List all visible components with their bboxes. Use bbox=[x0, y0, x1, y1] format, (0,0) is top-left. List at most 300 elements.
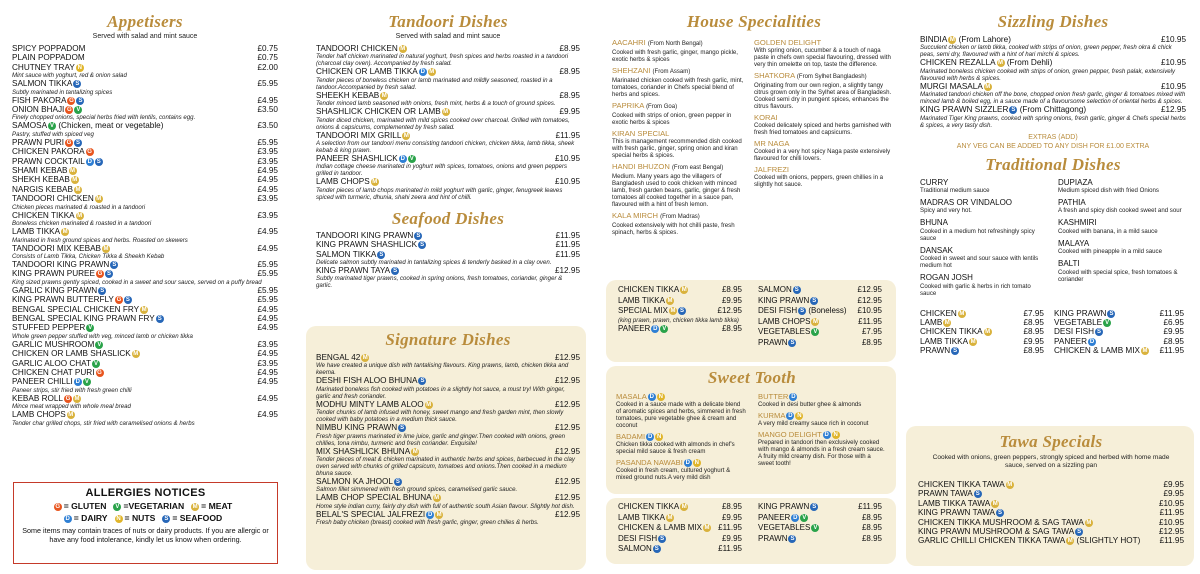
item-name: CHICKEN TIKKA bbox=[12, 210, 75, 220]
item-name: KING PRAWN bbox=[1054, 308, 1107, 318]
nuts-badge-icon: N bbox=[116, 516, 121, 522]
speciality-item bbox=[754, 139, 894, 162]
sweet-column bbox=[616, 368, 888, 484]
tandoori-subtitle: Served with salad and mint sauce bbox=[395, 33, 501, 40]
menu-item bbox=[758, 285, 882, 296]
traditional-prices-left bbox=[920, 309, 1044, 356]
meat-badge-icon: M bbox=[429, 69, 435, 76]
seafood-badge-icon: S bbox=[1109, 310, 1114, 317]
tawa-subtitle: Cooked with onions, green peppers, strongly spiced and herbed with home made sauce, served on a sizzling pan bbox=[932, 454, 1170, 469]
speciality-item bbox=[1058, 239, 1182, 255]
item-price: £3.50 bbox=[257, 105, 278, 115]
item-name: CHICKEN TIKKA TAWA bbox=[918, 480, 1005, 489]
item-price: £4.95 bbox=[257, 227, 278, 237]
menu-item bbox=[758, 296, 882, 307]
item-note: (From Lahore) bbox=[958, 35, 1011, 44]
item-price: £8.95 bbox=[1023, 346, 1044, 356]
meat-badge-icon: M bbox=[667, 297, 673, 304]
seafood-badge-icon: S bbox=[654, 546, 659, 553]
speciality-item bbox=[612, 66, 744, 98]
speciality-item bbox=[1058, 218, 1182, 234]
item-name: LAMB CHOPS bbox=[12, 410, 66, 420]
menu-item bbox=[12, 175, 278, 184]
item-name: MANGO DELIGHT bbox=[758, 430, 822, 439]
appetisers-list bbox=[12, 44, 278, 427]
item-price: £4.95 bbox=[257, 393, 278, 403]
menu-item bbox=[12, 340, 278, 349]
allergies-notice bbox=[13, 482, 278, 564]
meat-badge-icon: M bbox=[1067, 538, 1073, 545]
item-name: SAMOSA bbox=[12, 121, 48, 131]
menu-item bbox=[12, 269, 278, 278]
item-name: PRAWN bbox=[758, 533, 788, 543]
item-description: Marinated in fresh ground spices and herbs. Roasted on skewers bbox=[12, 236, 188, 244]
menu-item bbox=[920, 346, 1044, 355]
item-name: NIMBU KING PRAWN bbox=[316, 423, 398, 433]
menu-item bbox=[12, 260, 278, 269]
nuts-badge-icon: N bbox=[694, 460, 699, 466]
house-title: House Specialities bbox=[686, 12, 822, 31]
item-description: Marinated boneless chicken cooked with strips of onion, green pepper, fresh palak, extensively flavoured with herbs & spices. bbox=[920, 67, 1176, 82]
sweet-prices-right bbox=[758, 502, 882, 555]
sizzling-list bbox=[920, 35, 1186, 129]
item-description: Prepared in tandoori then exclusively cooked with mango & almonds in a fresh cream sauce. A fruity mild creamy dish. For those with a sweet tooth! bbox=[758, 439, 885, 467]
seafood-badge-icon: S bbox=[998, 510, 1003, 517]
meat-badge-icon: M bbox=[681, 504, 687, 510]
item-name: TANDOORI KING PRAWN bbox=[12, 259, 110, 269]
appetisers-subtitle: Served with salad and mint sauce bbox=[92, 33, 198, 40]
item-price: £9.95 bbox=[721, 512, 742, 522]
item-price: £4.95 bbox=[257, 304, 278, 314]
menu-item bbox=[316, 423, 580, 432]
item-name: LAMB TIKKA bbox=[618, 512, 665, 522]
meat-badge-icon: M bbox=[992, 500, 998, 507]
item-name: GARLIC ALOO CHAT bbox=[12, 358, 92, 368]
item-description: Marinated boneless fish cooked with potatoes in a slightly hot sauce, a must try! With ginger, garlic and fresh coriander. bbox=[316, 385, 565, 400]
menu-item bbox=[316, 107, 580, 116]
item-name: ROGAN JOSH bbox=[920, 273, 973, 283]
menu-item bbox=[316, 266, 580, 275]
speciality-item bbox=[758, 411, 888, 427]
item-name: BADAMI bbox=[616, 432, 646, 441]
item-name: KING PRAWN bbox=[758, 502, 810, 511]
gluten-badge-icon: G bbox=[87, 149, 92, 156]
seafood-badge-icon: S bbox=[790, 339, 795, 346]
item-price: £3.95 bbox=[257, 156, 278, 166]
item-price: £10.95 bbox=[1158, 517, 1184, 527]
menu-item bbox=[918, 527, 1184, 536]
item-price: £4.95 bbox=[257, 184, 278, 194]
menu-item bbox=[618, 513, 742, 524]
menu-item bbox=[316, 250, 580, 259]
menu-item bbox=[12, 244, 278, 253]
item-price: £10.95 bbox=[1158, 498, 1184, 508]
item-price: £4.95 bbox=[257, 175, 278, 185]
gluten-badge-icon: G bbox=[55, 504, 61, 510]
menu-item bbox=[12, 194, 278, 203]
item-description: Marinated tandoori chicken off the bone, chopped onion fresh garlic, ginger & tomatoes mixed with minced lamb & boiled egg, in a sauce made of a flavoursome selection of oriental herbs & spices. bbox=[920, 91, 1186, 106]
item-price: £8.95 bbox=[1023, 318, 1044, 328]
menu-item bbox=[316, 447, 580, 456]
item-name: VEGETABLES bbox=[758, 327, 811, 337]
item-name: CHICKEN CHAT PURI bbox=[12, 367, 95, 377]
meat-badge-icon: M bbox=[667, 514, 673, 521]
item-name: DANSAK bbox=[920, 245, 953, 255]
speciality-item bbox=[920, 178, 1044, 194]
signature-column bbox=[316, 330, 580, 570]
item-name: VEGETABLES bbox=[758, 523, 811, 533]
item-name: MR NAGA bbox=[754, 139, 790, 148]
item-name: SPECIAL MIX bbox=[618, 306, 668, 316]
appetisers-title: Appetisers bbox=[107, 12, 183, 31]
speciality-item bbox=[754, 165, 894, 188]
item-name: PANEER bbox=[618, 323, 651, 333]
nuts-badge-icon: N bbox=[833, 432, 838, 438]
speciality-item bbox=[612, 162, 744, 208]
item-name: BENGAL 42 bbox=[316, 353, 361, 362]
item-description: A very mild creamy sauce rich in coconut bbox=[758, 420, 869, 427]
meat-badge-icon: M bbox=[436, 511, 442, 518]
item-price: £11.95 bbox=[1159, 508, 1184, 518]
item-price: £11.95 bbox=[1159, 536, 1184, 546]
item-price: £12.95 bbox=[554, 423, 580, 433]
item-price: £8.95 bbox=[559, 67, 580, 77]
speciality-item bbox=[754, 38, 894, 68]
item-description: Consists of Lamb Tikka, Chicken Tikka & Sheekh Kebab bbox=[12, 252, 165, 260]
vegetarian-badge-icon: V bbox=[1105, 320, 1110, 327]
nuts-badge-icon: N bbox=[77, 64, 82, 71]
speciality-item bbox=[616, 458, 746, 481]
item-name: PLAIN POPPADOM bbox=[12, 53, 85, 63]
item-name: PANEER SHASHLICK bbox=[316, 154, 398, 164]
meat-badge-icon: M bbox=[959, 310, 965, 317]
item-description: Chicken pieces marinated & roasted in a tandoori bbox=[12, 203, 146, 211]
item-description: Mince meat wrapped with whole meal bread bbox=[12, 403, 131, 411]
seafood-badge-icon: S bbox=[400, 425, 405, 432]
meat-badge-icon: M bbox=[812, 318, 818, 325]
item-price: £5.95 bbox=[257, 137, 278, 147]
meat-badge-icon: M bbox=[77, 212, 83, 219]
item-note: (SLIGHTLY HOT) bbox=[1076, 536, 1141, 546]
signature-title: Signature Dishes bbox=[385, 330, 511, 349]
legend-label: = MEAT bbox=[201, 501, 233, 511]
item-price: £12.95 bbox=[554, 353, 580, 362]
item-name: CHICKEN TIKKA MUSHROOM & SAG TAWA bbox=[918, 517, 1084, 527]
dairy-badge-icon: D bbox=[824, 432, 829, 438]
extras-note bbox=[920, 133, 1186, 151]
item-description: Tender pieces of meat & chicken marinated in authentic herbs and spices, barbecued in the clay oven served with chunks of grilled capsicum, tomatoes and onions.Then cooked in a medium bhuna sauce. bbox=[316, 456, 575, 478]
item-description: Cooked with onions, peppers, green chillies in a slightly hot sauce. bbox=[754, 174, 884, 188]
item-name: ONION BHAJI bbox=[12, 105, 65, 115]
item-origin: (From Sylhet Bangladesh) bbox=[796, 74, 867, 80]
allergy-legend-row-2 bbox=[18, 512, 273, 524]
meat-badge-icon: M bbox=[1086, 519, 1092, 526]
item-name: LAMB bbox=[920, 318, 943, 328]
item-description: Originating from our own region, a slightly tangy citrus grown only in the Sylhet area of Bangladesh. Cooked semi dry in pungent spices, enhances the citrus flavours. bbox=[754, 82, 892, 110]
item-price: £5.95 bbox=[257, 285, 278, 295]
item-name: LAMB CHOPS bbox=[758, 316, 811, 326]
meat-badge-icon: M bbox=[1007, 482, 1013, 488]
item-price: £6.95 bbox=[1163, 318, 1184, 328]
seafood-list bbox=[316, 231, 580, 290]
speciality-item bbox=[1058, 178, 1182, 194]
item-name: SALMON TIKKA bbox=[12, 79, 73, 89]
item-name: SHAMI KEBAB bbox=[12, 166, 68, 176]
item-price: £8.95 bbox=[1023, 327, 1044, 337]
item-description: Subtly marinated tiger prawns, cooked in spring onions, fresh tomatoes, coriander, ginger & garlic. bbox=[316, 275, 563, 290]
item-description: Home style indian curry, fairly dry dish with full of authentic south Asian flavour. Slightly hot dish. bbox=[316, 502, 575, 510]
item-name: CHICKEN TIKKA bbox=[618, 502, 680, 511]
item-price: £11.95 bbox=[718, 523, 742, 533]
menu-item bbox=[316, 376, 580, 385]
item-name: KASHMIRI bbox=[1058, 218, 1097, 228]
item-name: SALMON bbox=[618, 544, 652, 554]
seafood-badge-icon: S bbox=[125, 297, 130, 304]
vegetarian-badge-icon: V bbox=[97, 341, 102, 348]
speciality-item bbox=[612, 38, 744, 63]
seafood-badge-icon: S bbox=[100, 287, 105, 294]
meat-badge-icon: M bbox=[400, 46, 406, 52]
meat-badge-icon: M bbox=[681, 287, 687, 293]
meat-badge-icon: M bbox=[141, 306, 147, 313]
gluten-badge-icon: G bbox=[66, 139, 72, 146]
seafood-badge-icon: S bbox=[416, 232, 421, 239]
item-name: PRAWN TAWA bbox=[918, 489, 973, 499]
item-name: LAMB TIKKA bbox=[618, 295, 665, 305]
menu-item bbox=[316, 131, 580, 140]
meat-badge-icon: M bbox=[670, 308, 676, 315]
item-price: £4.95 bbox=[257, 243, 278, 253]
item-price: £4.95 bbox=[257, 166, 278, 176]
item-name: PRAWN COCKTAIL bbox=[12, 156, 85, 166]
legend-label: = NUTS bbox=[124, 513, 156, 523]
item-name: LAMB TIKKA bbox=[12, 227, 61, 237]
dairy-badge-icon: D bbox=[649, 394, 654, 400]
meat-badge-icon: M bbox=[74, 395, 80, 402]
item-price: £4.95 bbox=[257, 410, 278, 420]
item-description: Fresh tiger prawns marinated in lime juice, garlic and ginger.Then cooked with onions, green chillies, tona nimbu, turmeric and fresh coriander. Exquisite! bbox=[316, 432, 566, 447]
speciality-item bbox=[754, 113, 894, 136]
item-name: CHICKEN bbox=[920, 308, 957, 318]
item-description: Tender pieces of lamb chops marinated in mild yoghurt with garlic, ginger, fenugreek leaves spiced with turmeric, dhunia, shahi zeera and hint of chilli. bbox=[316, 186, 563, 201]
traditional-prices-right bbox=[1054, 309, 1184, 356]
extras-text: ANY VEG CAN BE ADDED TO ANY DISH FOR £1.00 EXTRA bbox=[956, 142, 1150, 150]
item-name: PANEER bbox=[758, 512, 791, 522]
item-price: £3.95 bbox=[257, 194, 278, 204]
item-name: GARLIC KING PRAWN bbox=[12, 285, 98, 295]
seafood-badge-icon: S bbox=[379, 251, 384, 258]
item-description: Pastry, stuffed with spiced veg bbox=[12, 130, 94, 138]
item-price: £10.95 bbox=[857, 306, 882, 316]
item-price: £4.95 bbox=[257, 349, 278, 359]
meat-badge-icon: M bbox=[381, 92, 387, 99]
speciality-item bbox=[920, 273, 1044, 296]
item-price: £3.95 bbox=[257, 147, 278, 157]
item-name: LAMB TIKKA bbox=[920, 336, 969, 346]
house-right bbox=[754, 38, 894, 239]
item-name: KING PRAWN PUREE bbox=[12, 269, 95, 279]
item-price: £4.95 bbox=[257, 95, 278, 105]
item-description: Paneer strips, stir fried with fresh green chilli bbox=[12, 386, 132, 394]
seafood-badge-icon: S bbox=[1097, 329, 1102, 336]
seafood-badge-icon: S bbox=[812, 504, 817, 510]
seafood-badge-icon: S bbox=[76, 139, 81, 146]
item-description: Tender half chicken marinated in natural yoghurt, fresh spices and herbs roasted in a tandoori (charcoal clay oven). Accompanied by fresh salad. bbox=[316, 53, 569, 68]
item-description: Spicy and very hot. bbox=[920, 207, 972, 215]
item-name: TANDOORI KING PRAWN bbox=[316, 230, 414, 240]
item-price: £11.95 bbox=[555, 230, 580, 240]
item-price: £5.95 bbox=[257, 79, 278, 89]
item-origin: (From east Bengal) bbox=[671, 165, 724, 171]
item-description: Traditional medium sauce bbox=[920, 187, 990, 195]
item-price: £5.95 bbox=[257, 269, 278, 279]
menu-item bbox=[758, 327, 882, 338]
nuts-badge-icon: N bbox=[797, 413, 802, 419]
item-price: £9.95 bbox=[1163, 327, 1184, 337]
seafood-badge-icon: S bbox=[75, 81, 80, 88]
menu-item bbox=[12, 63, 278, 72]
menu-item bbox=[12, 295, 278, 304]
item-name: VEGETABLE bbox=[1054, 318, 1103, 328]
menu-item bbox=[316, 493, 580, 502]
nuts-badge-icon: N bbox=[658, 394, 663, 400]
item-price: £11.95 bbox=[718, 544, 742, 554]
meat-badge-icon: M bbox=[72, 177, 78, 184]
item-price: £8.95 bbox=[721, 285, 742, 294]
allergies-note: Some items may contain traces of nuts or dairy products. If you are allergic or have any food intolerance, kindly let us know when ordering. bbox=[22, 526, 269, 544]
menu-item bbox=[618, 502, 742, 513]
item-price: £8.95 bbox=[861, 512, 882, 522]
item-description: A fresh and spicy dish cooked sweet and sour bbox=[1058, 207, 1182, 215]
item-price: £11.95 bbox=[858, 502, 882, 511]
item-name: KING PRAWN TAWA bbox=[918, 508, 996, 518]
item-origin: (From Assam) bbox=[652, 69, 691, 75]
menu-item bbox=[316, 400, 580, 409]
gluten-badge-icon: G bbox=[65, 395, 71, 402]
vegetarian-badge-icon: V bbox=[76, 107, 81, 114]
meat-badge-icon: M bbox=[970, 338, 976, 345]
dairy-badge-icon: D bbox=[75, 379, 80, 386]
item-price: £10.95 bbox=[1160, 35, 1186, 44]
house-prices-right bbox=[758, 285, 882, 349]
menu-item bbox=[618, 296, 742, 307]
item-description: This is management recommended dish cooked with fresh garlic, ginger, spring onion and kiran special herbs & spices. bbox=[612, 138, 742, 159]
item-name: TANDOORI CHICKEN bbox=[316, 44, 398, 53]
item-price: £12.95 bbox=[554, 376, 580, 386]
item-name: PASANDA NAWABI bbox=[616, 458, 683, 467]
legend-label: = DAIRY bbox=[73, 513, 108, 523]
item-name: KING PRAWN bbox=[758, 295, 810, 305]
item-description: Tender pieces of boneless chicken or lamb marinated and mildly seasoned, roasted in a tandoor.Accompanied by fresh salad. bbox=[316, 76, 553, 91]
item-description: A selection from our tandoori menu consisting tandoori chicken, chicken tikka, lamb tikka, sheek kebab & king prawn. bbox=[316, 140, 575, 155]
menu-item bbox=[316, 477, 580, 486]
menu-item bbox=[12, 44, 278, 53]
vegetarian-badge-icon: V bbox=[409, 156, 414, 163]
menu-item bbox=[316, 154, 580, 163]
menu-item bbox=[758, 534, 882, 545]
seafood-badge-icon: S bbox=[953, 348, 958, 355]
seafood-badge-icon: S bbox=[420, 378, 425, 385]
dairy-badge-icon: D bbox=[87, 158, 92, 165]
menu-item bbox=[316, 91, 580, 100]
menu-item bbox=[316, 67, 580, 76]
item-description: Cooked in a medium hot refreshingly spicy sauce bbox=[920, 227, 1035, 242]
item-name: CURRY bbox=[920, 177, 949, 187]
item-name: CHICKEN & LAMB MIX bbox=[618, 523, 703, 533]
speciality-item bbox=[612, 129, 744, 159]
menu-item bbox=[316, 353, 580, 362]
menu-item bbox=[918, 518, 1184, 527]
speciality-item bbox=[758, 430, 888, 467]
sizzling-title: Sizzling Dishes bbox=[997, 12, 1109, 31]
seafood-badge-icon: S bbox=[106, 271, 111, 278]
item-price: £8.95 bbox=[721, 502, 742, 511]
vegetarian-badge-icon: V bbox=[88, 325, 93, 332]
item-description: Medium spiced dish with fried Onions bbox=[1058, 187, 1159, 195]
seafood-badge-icon: S bbox=[800, 308, 805, 315]
item-name: LAMB TIKKA TAWA bbox=[918, 498, 991, 508]
item-name: JALFREZI bbox=[754, 165, 790, 174]
seafood-badge-icon: S bbox=[420, 242, 425, 249]
item-name: SHATKORA bbox=[754, 71, 795, 80]
menu-item bbox=[12, 121, 278, 130]
speciality-item bbox=[616, 432, 746, 455]
item-note: (Chicken, meat or vegetable) bbox=[58, 121, 164, 131]
meat-badge-icon: M bbox=[96, 196, 102, 203]
item-price: £11.95 bbox=[555, 130, 580, 140]
seafood-badge-icon: S bbox=[78, 97, 83, 104]
speciality-item bbox=[920, 246, 1044, 269]
item-description: Marinated Tiger King prawns, cooked with spring onions, fresh garlic, ginger & Chefs special herbs & spices, a very tasty dish. bbox=[920, 114, 1186, 129]
item-description: Cooked with strips of onion, green pepper in exotic herbs & spices bbox=[612, 112, 732, 126]
menu-item bbox=[12, 394, 278, 403]
item-description: Medium. Many years ago the villagers of Bangladesh used to cook chicken with minced lamb, fresh garden beans, garlic, ginger & fresh tomatoes all cooked together in a sauce pan, flavoured with a hint of fresh lemon. bbox=[612, 173, 741, 208]
meat-badge-icon: M bbox=[443, 109, 449, 116]
item-name: DESI FISH bbox=[618, 533, 658, 543]
item-description: Tender diced chicken, marinated with mild spices cooked over charcoal. Grilled with tomatoes, onions & capsicums, complemented by fresh salad. bbox=[316, 116, 570, 131]
item-name: MODHU MINTY LAMB ALOO bbox=[316, 399, 424, 409]
item-name: MURGI MASALA bbox=[920, 81, 983, 91]
meat-badge-icon: M bbox=[192, 504, 198, 510]
extras-heading: EXTRAS (ADD) bbox=[1028, 133, 1078, 141]
item-price: £11.95 bbox=[1159, 308, 1184, 318]
item-description: Cooked with garlic & herbs in rich tomato sauce bbox=[920, 282, 1031, 297]
item-name: KING PRAWN MUSHROOM & SAG TAWA bbox=[918, 527, 1075, 537]
item-description: Cooked extensively with hot chilli paste, fresh spinach, herbs & spices. bbox=[612, 222, 735, 236]
menu-item bbox=[12, 96, 278, 105]
menu-item bbox=[12, 105, 278, 114]
seafood-badge-icon: S bbox=[393, 268, 398, 275]
legend-label: =VEGETARIAN bbox=[123, 501, 185, 511]
menu-item bbox=[12, 305, 278, 314]
item-description: Cooked in sweet and sour sauce with lentils medium hot bbox=[920, 255, 1039, 270]
tandoori-title: Tandoori Dishes bbox=[388, 12, 508, 31]
item-name: SALMON TIKKA bbox=[316, 249, 377, 259]
item-description: Cooked with pineapple in a mild sauce bbox=[1058, 248, 1162, 256]
item-description: Finely chopped onions, special herbs fried with lentils, contains egg. bbox=[12, 114, 196, 122]
item-price: £9.95 bbox=[721, 533, 742, 543]
seafood-badge-icon: S bbox=[1077, 529, 1082, 536]
item-name: BHUNA bbox=[920, 218, 949, 228]
item-price: £3.95 bbox=[257, 358, 278, 368]
item-name: KEBAB ROLL bbox=[12, 393, 63, 403]
menu-item bbox=[12, 211, 278, 220]
item-price: £10.95 bbox=[554, 177, 580, 187]
item-price: £12.95 bbox=[857, 295, 882, 305]
house-price-list bbox=[618, 285, 888, 349]
item-description: Subtly marinated in tantalizing spices bbox=[12, 88, 113, 96]
dairy-badge-icon: D bbox=[788, 413, 793, 419]
